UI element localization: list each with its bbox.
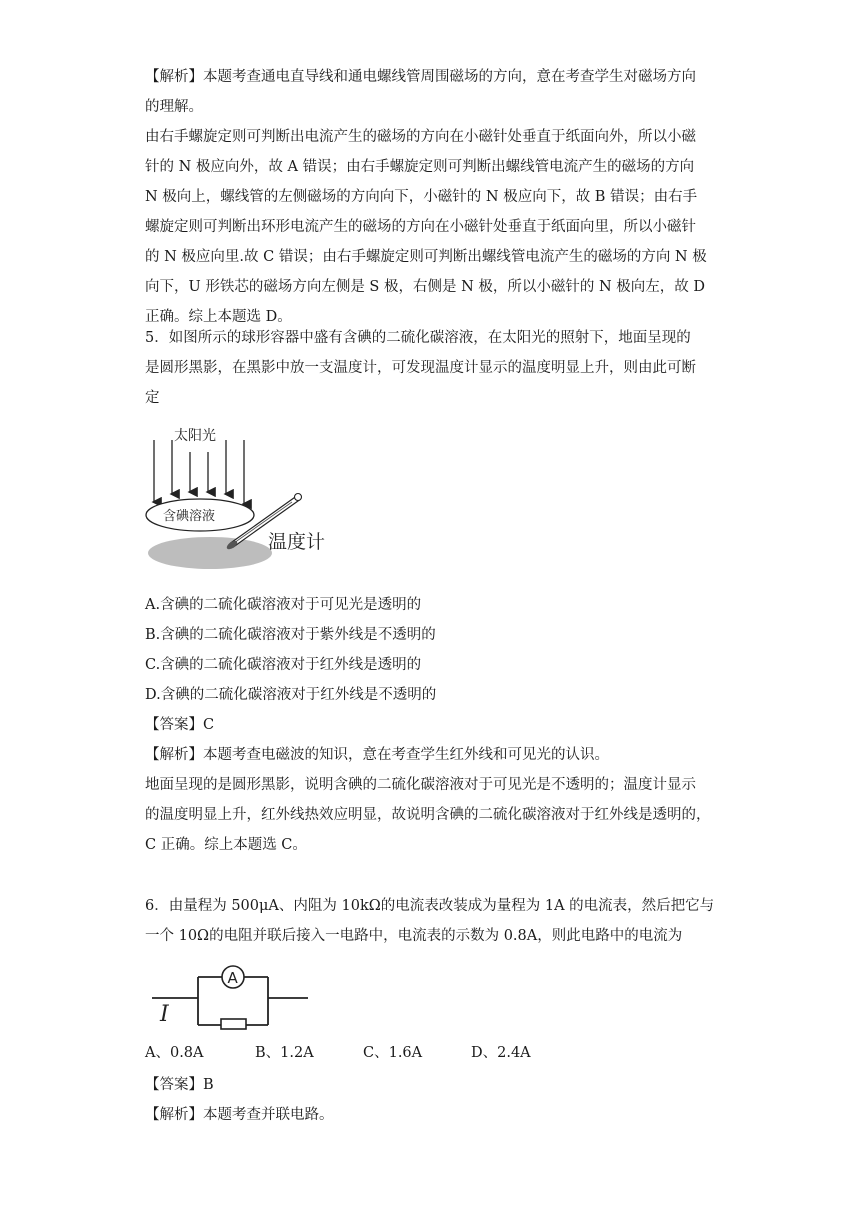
text-line: 5．如图所示的球形容器中盛有含碘的二硫化碳溶液，在太阳光的照射下，地面呈现的 bbox=[145, 330, 691, 346]
q6-circuit-figure bbox=[148, 958, 313, 1032]
q5-question bbox=[145, 323, 717, 413]
q4-analysis bbox=[145, 62, 717, 332]
text-line: 是圆形黑影，在黑影中放一支温度计，可发现温度计显示的温度明显上升，则由此可断 bbox=[145, 360, 696, 376]
q6-question bbox=[145, 891, 717, 951]
text-line: 针的 N 极应向外，故 A 错误；由右手螺旋定则可判断出螺线管电流产生的磁场的方向 bbox=[145, 159, 695, 175]
text-line: 定 bbox=[145, 390, 160, 406]
resistor bbox=[221, 1019, 246, 1029]
q6-options bbox=[145, 1038, 531, 1068]
solution-label: 含碘溶液 bbox=[163, 509, 216, 524]
round-shadow bbox=[148, 537, 272, 569]
text-line: 的温度明显上升，红外线热效应明显，故说明含碘的二硫化碳溶液对于红外线是透明的， bbox=[145, 807, 711, 823]
sunlight-rays bbox=[154, 440, 244, 504]
text-line: 螺旋定则可判断出环形电流产生的磁场的方向在小磁针处垂直于纸面向里，所以小磁针 bbox=[145, 219, 696, 235]
text-line: 6．由量程为 500μA、内阻为 10kΩ的电流表改装成为量程为 1A 的电流表，然后把它与 bbox=[145, 898, 715, 914]
option-b: B.含碘的二硫化碳溶液对于紫外线是不透明的 bbox=[145, 627, 436, 643]
q6-answer-block bbox=[145, 1070, 717, 1130]
q5-figure bbox=[140, 422, 350, 580]
text-line: 地面呈现的是圆形黑影，说明含碘的二硫化碳溶液对于可见光是不透明的；温度计显示 bbox=[145, 777, 696, 793]
text-line: N 极向上，螺线管的左侧磁场的方向向下，小磁针的 N 极应向下，故 B 错误；由右手 bbox=[145, 189, 698, 205]
text-line: 一个 10Ω的电阻并联后接入一电路中，电流表的示数为 0.8A，则此电路中的电流为 bbox=[145, 928, 683, 944]
q5-options bbox=[145, 590, 717, 860]
text-line: 正确。综上本题选 D。 bbox=[145, 309, 292, 325]
current-label: I bbox=[160, 1002, 169, 1027]
option-a: A.含碘的二硫化碳溶液对于可见光是透明的 bbox=[145, 597, 422, 613]
option-b: B、1.2A bbox=[255, 1045, 314, 1061]
text-line: 的 N 极应向里.故 C 错误；由右手螺旋定则可判断出螺线管电流产生的磁场的方向 N 极 bbox=[145, 249, 707, 265]
option-a: A、0.8A bbox=[145, 1045, 204, 1061]
ammeter-label: A bbox=[227, 969, 238, 987]
text-line: C 正确。综上本题选 C。 bbox=[145, 837, 307, 853]
answer: 【答案】C bbox=[145, 717, 215, 733]
text-line: 【解析】本题考查电磁波的知识，意在考查学生红外线和可见光的认识。 bbox=[145, 747, 609, 763]
answer: 【答案】B bbox=[145, 1077, 214, 1093]
option-c: C、1.6A bbox=[363, 1045, 423, 1061]
option-d: D.含碘的二硫化碳溶液对于红外线是不透明的 bbox=[145, 687, 437, 703]
option-d: D、2.4A bbox=[471, 1045, 531, 1061]
thermometer-label: 温度计 bbox=[268, 531, 326, 553]
option-c: C.含碘的二硫化碳溶液对于红外线是透明的 bbox=[145, 657, 422, 673]
text-line: 的理解。 bbox=[145, 99, 203, 115]
text-line: 由右手螺旋定则可判断出电流产生的磁场的方向在小磁针处垂直于纸面向外，所以小磁 bbox=[145, 129, 696, 145]
text-line: 【解析】本题考查并联电路。 bbox=[145, 1107, 334, 1123]
sunlight-label: 太阳光 bbox=[174, 428, 216, 444]
text-line: 向下，U 形铁芯的磁场方向左侧是 S 极，右侧是 N 极，所以小磁针的 N 极向左，故 D bbox=[145, 279, 706, 295]
text-line: 【解析】本题考查通电直导线和通电螺线管周围磁场的方向，意在考查学生对磁场方向 bbox=[145, 69, 696, 85]
